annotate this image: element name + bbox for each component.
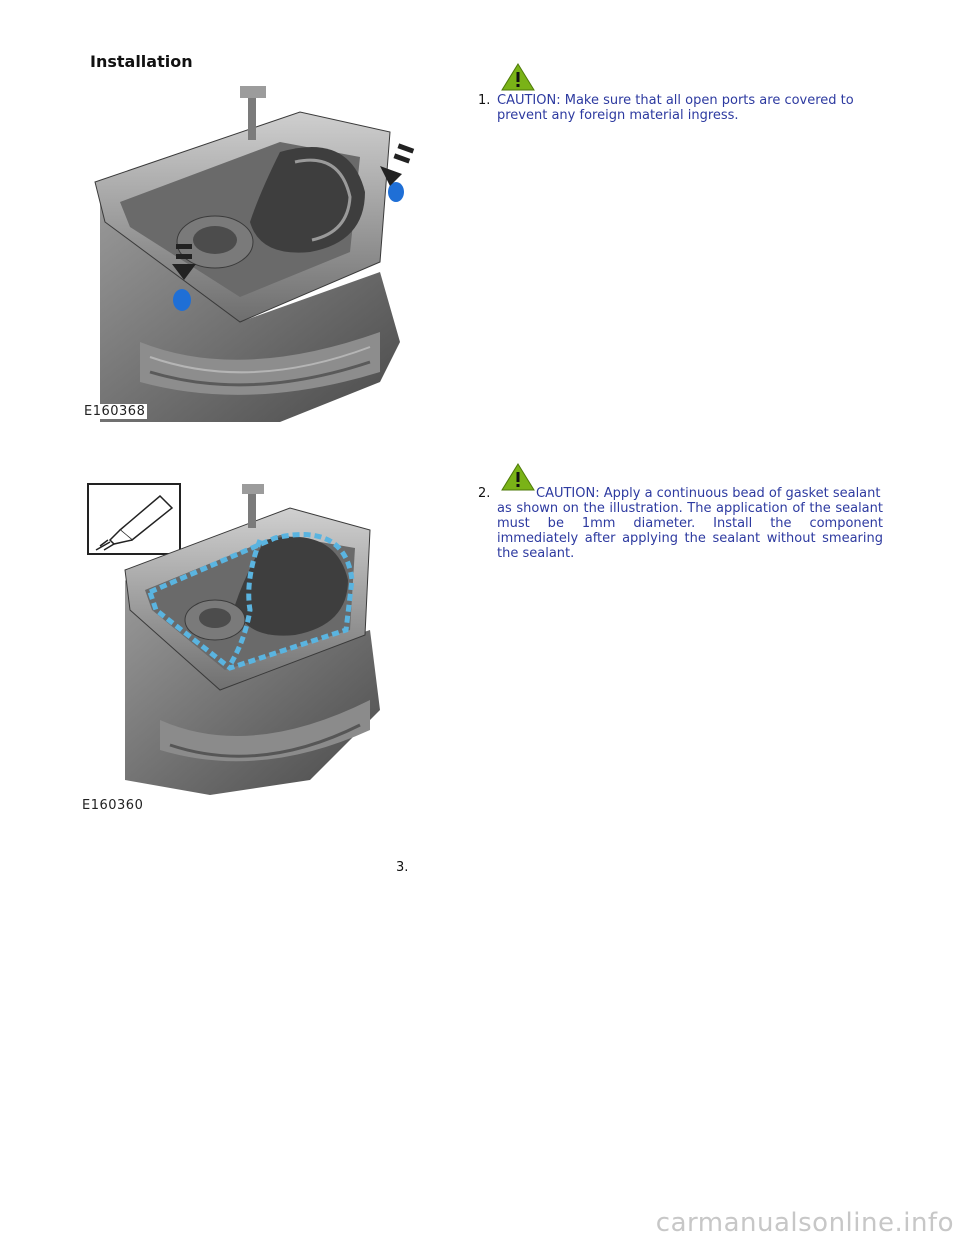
warning-icon xyxy=(500,62,536,96)
step-text-first-line: CAUTION: Apply a continuous bead of gasket sealant xyxy=(536,486,881,501)
step-number: 1. xyxy=(478,93,491,108)
engine-block-illustration xyxy=(80,82,430,424)
section-title: Installation xyxy=(90,52,193,71)
step-text: as shown on the illustration. The application of the sealant must be 1mm diameter. Install the component immediately after applying the sealant without smearing the sealant. xyxy=(497,501,883,561)
sealant-tube-icon xyxy=(88,484,180,554)
figure-label: E160368 xyxy=(84,404,146,419)
engine-block-sealant-illustration xyxy=(80,480,400,820)
figure-1 xyxy=(80,82,430,424)
warning-icon xyxy=(500,462,536,496)
step-number: 3. xyxy=(396,860,409,875)
step-text: CAUTION: Make sure that all open ports are covered to prevent any foreign material ingress. xyxy=(497,93,854,123)
watermark: carmanualsonline.info xyxy=(655,1208,954,1238)
step-number: 2. xyxy=(478,486,491,501)
figure-2 xyxy=(80,480,400,820)
figure-label: E160360 xyxy=(82,798,144,813)
